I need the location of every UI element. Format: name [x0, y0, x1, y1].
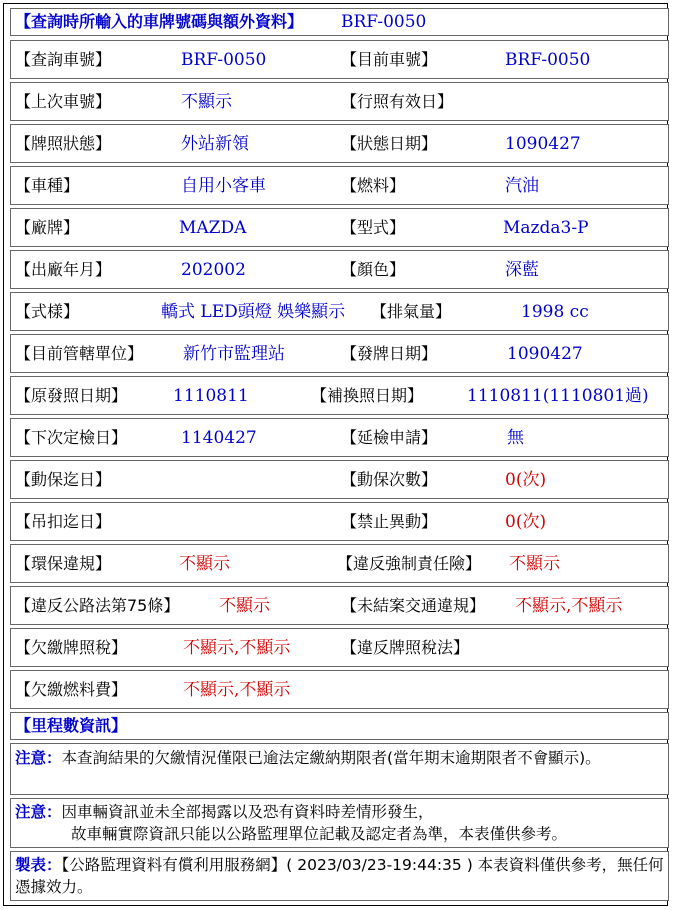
field-label: 【出廠年月】: [15, 260, 112, 279]
data-row: [10, 124, 669, 163]
field-label: 【燃料】: [341, 176, 406, 195]
field-value: 自用小客車: [181, 176, 266, 196]
field-label: 【牌照狀態】: [15, 134, 112, 153]
field-value: 轎式 LED頭燈 娛樂顯示: [161, 302, 346, 322]
title-row: [10, 8, 669, 36]
field-value: 1110811: [173, 386, 249, 406]
field-value: 1998 cc: [521, 302, 589, 322]
field-label: 【欠繳牌照稅】: [15, 638, 128, 657]
title-label: 【查詢時所輸入的車牌號碼與額外資料】: [15, 12, 304, 31]
field-value: 不顯示: [509, 554, 560, 574]
field-label: 【行照有效日】: [341, 92, 454, 111]
mileage-header: 【里程數資訊】: [15, 716, 128, 735]
data-row: [10, 334, 669, 373]
field-label: 【式樣】: [15, 302, 80, 321]
data-row: [10, 544, 669, 583]
field-label: 【型式】: [341, 218, 406, 237]
field-value: BRF-0050: [505, 50, 591, 70]
field-label: 【下次定檢日】: [15, 428, 128, 447]
field-value: 新竹市監理站: [183, 344, 285, 364]
mileage-row: [10, 712, 669, 740]
field-label: 【原發照日期】: [15, 386, 128, 405]
field-value: Mazda3-P: [503, 218, 589, 238]
field-label: 【補換照日期】: [311, 386, 424, 405]
field-label: 【狀態日期】: [341, 134, 438, 153]
field-value: 不顯示: [181, 92, 232, 112]
field-value: 1140427: [181, 428, 257, 448]
data-row: [10, 460, 669, 499]
note-row-2: [10, 798, 669, 848]
data-row: [10, 418, 669, 457]
field-value: BRF-0050: [181, 50, 267, 70]
field-label: 【吊扣迄日】: [15, 512, 112, 531]
field-label: 【目前管轄單位】: [15, 344, 144, 363]
data-row: [10, 628, 669, 667]
field-label: 【禁止異動】: [341, 512, 438, 531]
field-label: 【廠牌】: [15, 218, 80, 237]
field-label: 【查詢車號】: [15, 50, 112, 69]
note-row-3: [10, 851, 669, 901]
data-row: [10, 208, 669, 247]
note-2-head: 注意：: [15, 803, 62, 821]
field-value: 深藍: [505, 260, 539, 280]
field-label: 【違反牌照稅法】: [341, 638, 470, 657]
note-1-head: 注意：: [15, 749, 62, 767]
field-value: 0(次): [505, 512, 547, 532]
field-value: 0(次): [505, 470, 547, 490]
field-value: 不顯示: [219, 596, 270, 616]
field-value: 無: [507, 428, 524, 448]
field-value: 汽油: [505, 176, 539, 196]
field-label: 【動保迄日】: [15, 470, 112, 489]
data-row: [10, 670, 669, 709]
title-plate: BRF-0050: [341, 12, 427, 32]
field-label: 【延檢申請】: [341, 428, 438, 447]
field-value: 202002: [181, 260, 246, 280]
data-row: [10, 82, 669, 121]
field-label: 【未結案交通違規】: [341, 596, 486, 615]
field-label: 【排氣量】: [371, 302, 452, 321]
data-row: [10, 502, 669, 541]
field-value: 外站新領: [181, 134, 249, 154]
data-row: [10, 250, 669, 289]
data-row: [10, 166, 669, 205]
field-label: 【目前車號】: [341, 50, 438, 69]
field-value: 1090427: [505, 134, 581, 154]
note-2-text: 因車輛資訊並未全部揭露以及恐有資料時差情形發生，: [61, 803, 434, 821]
note-3-text: 【公路監理資料有償利用服務網】( 2023/03/23-19:44:35 ) 本表資料僅供參考，無任何憑據效力。: [15, 856, 664, 896]
note-1-text: 本查詢結果的欠繳情況僅限已逾法定繳納期限者(當年期末逾期限者不會顯示)。: [61, 749, 601, 767]
report-table: [3, 3, 668, 906]
field-value: 不顯示,不顯示: [515, 596, 623, 616]
field-label: 【車種】: [15, 176, 80, 195]
data-row: [10, 376, 669, 415]
field-label: 【顏色】: [341, 260, 406, 279]
field-label: 【上次車號】: [15, 92, 112, 111]
field-value: 1090427: [507, 344, 583, 364]
field-label: 【違反強制責任險】: [337, 554, 482, 573]
note-3-head: 製表：: [15, 856, 62, 874]
field-value: 不顯示: [179, 554, 230, 574]
field-label: 【動保次數】: [341, 470, 438, 489]
field-label: 【欠繳燃料費】: [15, 680, 128, 699]
note-row-1: [10, 743, 669, 795]
field-label: 【違反公路法第75條】: [15, 596, 180, 615]
field-value: 1110811(1110801過): [467, 386, 649, 406]
field-value: 不顯示,不顯示: [183, 680, 291, 700]
field-value: 不顯示,不顯示: [183, 638, 291, 658]
data-row: [10, 586, 669, 625]
field-label: 【發牌日期】: [341, 344, 438, 363]
note-2-text-line2: 故車輛實際資訊只能以公路監理單位記載及認定者為準，本表僅供參考。: [71, 825, 568, 843]
data-row: [10, 40, 669, 79]
field-label: 【環保違規】: [15, 554, 112, 573]
data-row: [10, 292, 669, 331]
field-value: MAZDA: [179, 218, 247, 238]
